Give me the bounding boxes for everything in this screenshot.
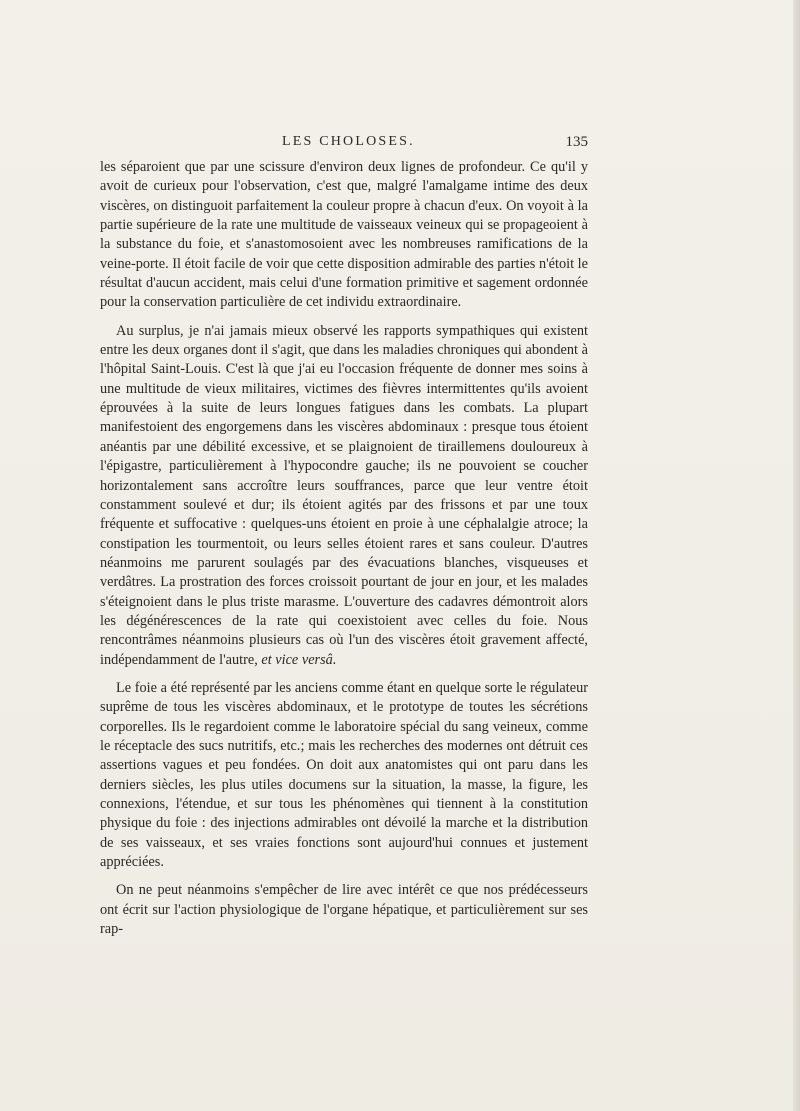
body-text [100, 158, 588, 948]
paragraph-2-italic-tail: et vice versâ. [261, 651, 337, 668]
paragraph-4: On ne peut néanmoins s'empêcher de lire avec intérêt ce que nos prédécesseurs ont écrit sur l'action physiologique de l'organe hépatique, et particulièrement sur ses rap- [100, 882, 588, 938]
paragraph-2-text: Au surplus, je n'ai jamais mieux observé les rapports sympathiques qui existent entre les deux organes dont il s'agit, que dans les maladies chroniques qui abondent à l'hôpital Saint-Louis. C'est là que j'ai eu l'occasion fréquente de donner mes soins à une multitude de vieux militaires, victimes des fièvres intermittentes qu'ils avoient éprouvées à la suite de leurs longues fatigues dans les combats. La plupart manifestoient des engorgemens dans les viscères abdominaux : presque tous étoient anéantis par une débilité excessive, et se plaignoient de tiraillemens douloureux à l'épigastre, particulièrement à l'hypocondre gauche; ils ne pouvoient se coucher horizontalement sans accroître leurs souffrances, parce que leur ventre étoit constamment soulevé et dur; ils étoient agités par des frissons et par une toux fréquente et suffocative : quelques-uns étoient en proie à une céphalalgie atroce; la constipation les tourmentoit, ou leurs selles étoient rares et sans couleur. D'autres néanmoins me parurent soulagés par des évacuations blanches, visqueuses et verdâtres. La prostration des forces croissoit pourtant de jour en jour, et les malades s'éteignoient dans le plus triste marasme. L'ouverture des cadavres démontroit alors les dégénérescences de la rate qui coexistoient avec celles du foie. Nous rencontrâmes néanmoins plusieurs cas où l'un des viscères étoit gravement affecté, indépendamment de l'autre, [100, 322, 588, 668]
running-title: LES CHOLOSES. [282, 134, 415, 149]
paragraph-3: Le foie a été représenté par les anciens comme étant en quelque sorte le régulateur suprême de tous les viscères abdominaux, et le prototype de toutes les sécrétions corporelles. Ils le regardoient comme le laboratoire spécial du sang veineux, comme le réceptacle des sucs nutritifs, etc.; mais les recherches des modernes ont détruit ces assertions vagues et peu fondées. On doit aux anatomistes qui ont paru dans les derniers siècles, les plus utiles documens sur la situation, la masse, la figure, les connexions, l'étendue, et sur tous les phénomènes qui tiennent à la constitution physique du foie : des injections admirables ont dévoilé la marche et la distribution de ses vaisseaux, et ses vraies fonctions sont aujourd'hui connues et justement appréciées. [100, 679, 588, 871]
page-number: 135 [565, 134, 588, 150]
paragraph-2 [100, 322, 588, 670]
page-header [100, 134, 588, 154]
paragraph-1: les séparoient que par une scissure d'environ deux lignes de profondeur. Ce qu'il y avoit de curieux pour l'observation, c'est que, malgré l'amalgame intime des deux viscères, on distinguoit parfaitement la couleur propre à chacun d'eux. On voyoit à la partie supérieure de la rate une multitude de vaisseaux veineux qui se propageoient à la substance du foie, et s'anastomosoient avec les nombreuses ramifications de la veine-porte. Il étoit facile de voir que cette disposition admirable des parties n'étoit le résultat d'aucun accident, mais celui d'une formation primitive et sagement ordonnée pour la conservation particulière de cet individu extraordinaire. [100, 159, 588, 311]
page-edge-shadow [793, 0, 800, 1111]
